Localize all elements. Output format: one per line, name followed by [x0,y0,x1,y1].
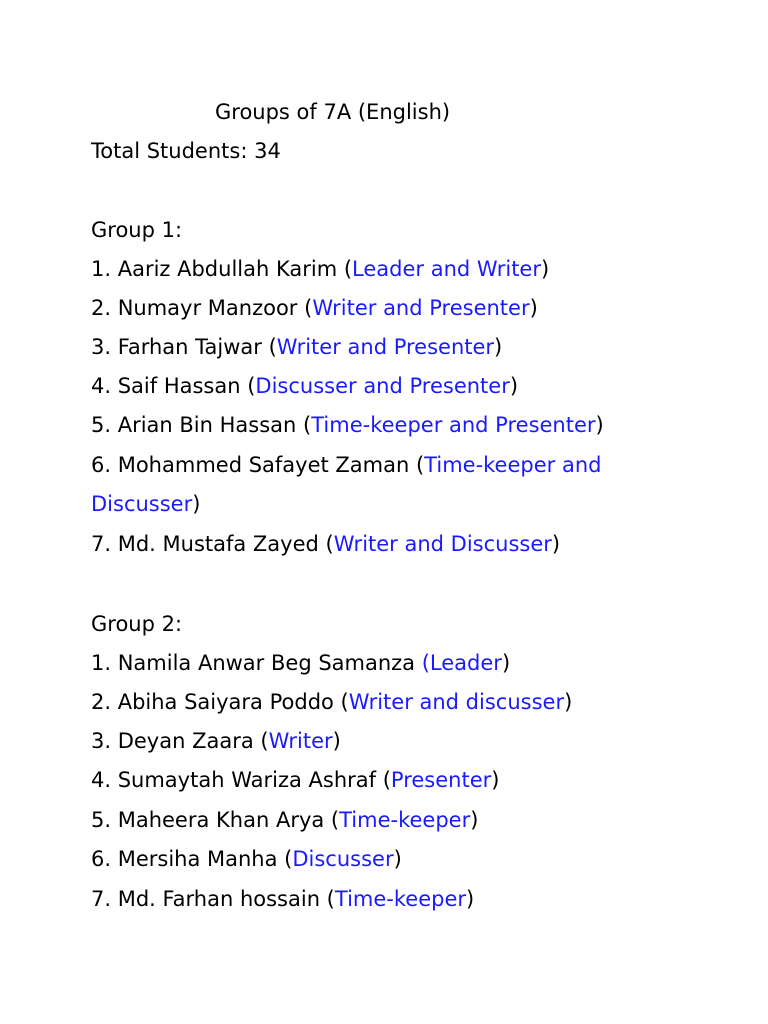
member-role: Presenter [390,768,492,792]
close-paren: ) [564,690,573,714]
member-name: 3. Deyan Zaara ( [91,729,269,753]
group-heading: Group 1: [91,218,183,242]
list-item [91,451,601,479]
member-role: Time-keeper [339,808,471,832]
member-name: 4. Sumaytah Wariza Ashraf ( [91,768,391,792]
list-item [91,766,499,794]
page-title: Groups of 7A (English) [215,100,451,124]
member-name: 1. Namila Anwar Beg Samanza [91,651,422,675]
member-name: 2. Abiha Saiyara Poddo ( [91,690,349,714]
member-role: Writer and Discusser [333,532,552,556]
close-paren: ) [501,651,511,675]
member-role: (Leader [421,651,502,675]
member-name: 2. Numayr Manzoor ( [91,296,313,320]
close-paren: ) [192,492,201,516]
list-item [91,530,560,558]
member-role: Leader and Writer [352,257,541,281]
member-name: 3. Farhan Tajwar ( [91,335,277,359]
member-name: 5. Arian Bin Hassan ( [91,413,312,437]
close-paren: ) [509,374,519,398]
close-paren: ) [551,532,561,556]
list-item-continuation [91,490,200,518]
member-name: 7. Md. Farhan hossain ( [91,887,335,911]
close-paren: ) [332,729,341,753]
member-role: Time-keeper [334,887,466,911]
total-students: Total Students: 34 [91,139,281,163]
member-name: 1. Aariz Abdullah Karim ( [91,257,353,281]
close-paren: ) [470,808,479,832]
group-heading: Group 2: [91,612,183,636]
member-role: Writer [268,729,333,753]
member-name: 6. Mersiha Manha ( [91,847,293,871]
member-role: Discusser [292,847,394,871]
member-name: 7. Md. Mustafa Zayed ( [91,532,334,556]
list-item [91,372,518,400]
list-item [91,845,402,873]
list-item [91,727,341,755]
list-item [91,806,478,834]
list-item [91,885,474,913]
member-name: 5. Maheera Khan Arya ( [91,808,340,832]
list-item [91,411,604,439]
list-item [91,255,549,283]
close-paren: ) [466,887,475,911]
close-paren: ) [491,768,500,792]
list-item [91,294,538,322]
close-paren: ) [529,296,538,320]
close-paren: ) [541,257,550,281]
list-item [91,688,572,716]
close-paren: ) [595,413,604,437]
list-item [91,649,510,677]
member-role: Discusser and Presenter [255,374,510,398]
member-role: Writer and Presenter [312,296,530,320]
member-name: 4. Saif Hassan ( [91,374,256,398]
close-paren: ) [393,847,402,871]
member-role: Time-keeper and Presenter [311,413,596,437]
member-name: 6. Mohammed Safayet Zaman ( [91,453,425,477]
member-role-continued: Discusser [91,492,193,516]
close-paren: ) [494,335,503,359]
member-role: Writer and Presenter [276,335,495,359]
list-item [91,333,502,361]
member-role: Writer and discusser [348,690,565,714]
member-role: Time-keeper and [424,453,602,477]
